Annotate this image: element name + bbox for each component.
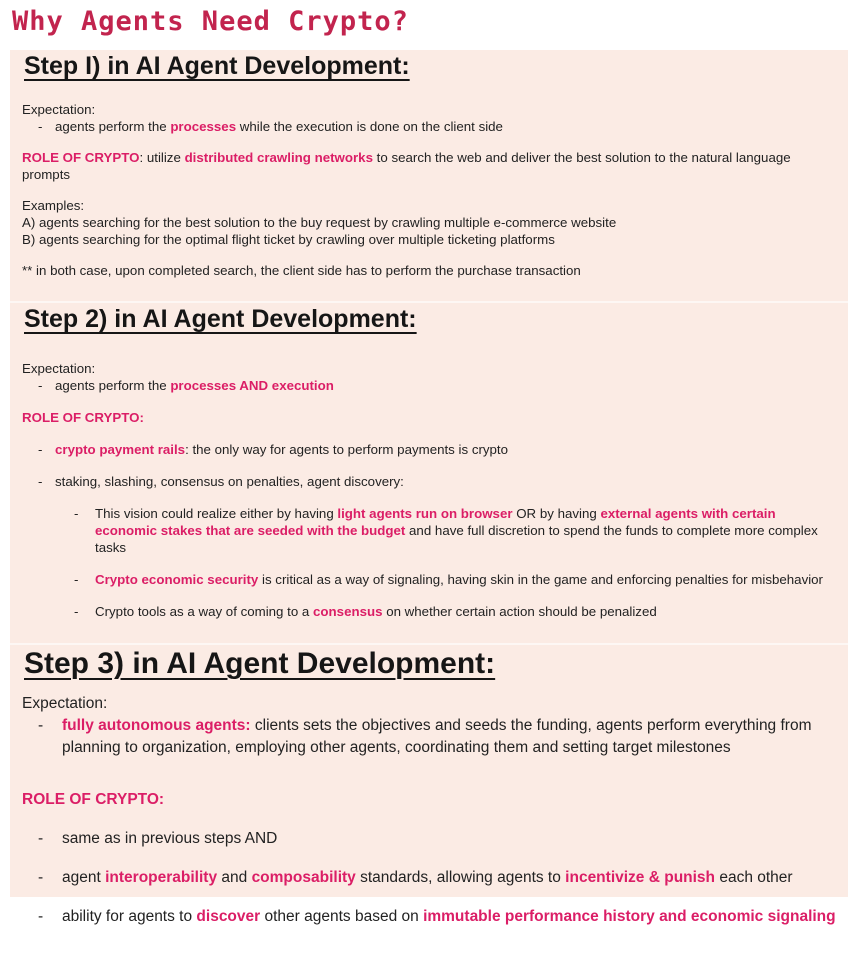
step-1-body bbox=[22, 101, 840, 279]
content-panel bbox=[10, 50, 848, 925]
text-line bbox=[22, 214, 840, 231]
line-text: Crypto tools as a way of coming to a consensus on whether certain action should be penalized bbox=[95, 604, 657, 619]
text-block bbox=[22, 505, 840, 556]
bullet-line bbox=[22, 377, 840, 394]
line-text: fully autonomous agents: clients sets the objectives and seeds the funding, agents perform everything from planning to organization, employing other agents, coordinating them and setting target milestones bbox=[62, 717, 812, 756]
text-block bbox=[22, 262, 840, 279]
bullet-line bbox=[22, 473, 840, 490]
line-text: ROLE OF CRYPTO: bbox=[22, 791, 165, 808]
section-step-3 bbox=[10, 643, 848, 953]
bullet-dash-icon: - bbox=[38, 908, 44, 925]
bullet-dash-icon: - bbox=[38, 119, 43, 134]
bullet-dash-icon: - bbox=[38, 869, 44, 886]
text-block bbox=[22, 571, 840, 588]
text-block bbox=[22, 906, 840, 928]
text-block bbox=[22, 867, 840, 889]
line-text: staking, slashing, consensus on penalties, agent discovery: bbox=[55, 474, 404, 489]
text-line bbox=[22, 360, 840, 377]
text-line bbox=[22, 101, 840, 118]
bullet-line bbox=[22, 571, 840, 588]
bullet-line bbox=[22, 715, 840, 759]
text-block bbox=[22, 693, 840, 759]
line-text: Expectation: bbox=[22, 102, 96, 117]
line-text: same as in previous steps AND bbox=[62, 830, 278, 847]
text-block bbox=[22, 149, 840, 183]
text-line bbox=[22, 789, 840, 811]
text-block bbox=[22, 473, 840, 490]
text-block bbox=[22, 197, 840, 248]
line-text: ROLE OF CRYPTO: bbox=[22, 410, 144, 425]
text-block bbox=[22, 101, 840, 135]
text-line bbox=[22, 262, 840, 279]
bullet-dash-icon: - bbox=[74, 572, 79, 587]
bullet-line bbox=[22, 867, 840, 889]
bullet-dash-icon: - bbox=[38, 378, 43, 393]
step-3-body bbox=[22, 693, 840, 928]
line-text: agent interoperability and composability standards, allowing agents to incentivize & punish each other bbox=[62, 869, 793, 886]
line-text: B) agents searching for the optimal flight ticket by crawling over multiple ticketing platforms bbox=[22, 232, 555, 247]
bullet-line bbox=[22, 505, 840, 556]
line-text: Crypto economic security is critical as a way of signaling, having skin in the game and enforcing penalties for misbehavior bbox=[95, 572, 823, 587]
bullet-line bbox=[22, 906, 840, 928]
text-block bbox=[22, 789, 840, 811]
text-block bbox=[22, 603, 840, 620]
section-step-1 bbox=[10, 50, 848, 301]
text-line bbox=[22, 693, 840, 715]
text-block bbox=[22, 441, 840, 458]
line-text: crypto payment rails: the only way for agents to perform payments is crypto bbox=[55, 442, 509, 457]
text-block bbox=[22, 828, 840, 850]
bullet-dash-icon: - bbox=[74, 506, 79, 521]
line-text: ability for agents to discover other agents based on immutable performance history and economic signaling bbox=[62, 908, 836, 925]
bullet-dash-icon: - bbox=[38, 442, 43, 457]
text-line bbox=[22, 149, 840, 183]
line-text: agents perform the processes AND execution bbox=[55, 378, 334, 393]
step-2-heading: Step 2) in AI Agent Development: bbox=[24, 305, 417, 333]
text-line bbox=[22, 197, 840, 214]
page-title: Why Agents Need Crypto? bbox=[12, 6, 409, 37]
bullet-dash-icon: - bbox=[74, 604, 79, 619]
text-block bbox=[22, 409, 840, 426]
line-text: This vision could realize either by having light agents run on browser OR by having external agents with certain economic stakes that are seeded with the budget and have full discretion to spend the funds to complete more complex tasks bbox=[95, 506, 818, 555]
text-line bbox=[22, 409, 840, 426]
bullet-line bbox=[22, 603, 840, 620]
line-text: agents perform the processes while the execution is done on the client side bbox=[55, 119, 503, 134]
text-line bbox=[22, 231, 840, 248]
bullet-line bbox=[22, 118, 840, 135]
step-1-heading: Step I) in AI Agent Development: bbox=[24, 52, 410, 80]
line-text: ROLE OF CRYPTO: utilize distributed crawling networks to search the web and deliver the best solution to the natural language prompts bbox=[22, 150, 791, 182]
bullet-dash-icon: - bbox=[38, 474, 43, 489]
bullet-line bbox=[22, 828, 840, 850]
line-text: ** in both case, upon completed search, the client side has to perform the purchase transaction bbox=[22, 263, 581, 278]
bullet-dash-icon: - bbox=[38, 717, 44, 734]
line-text: Examples: bbox=[22, 198, 85, 213]
step-2-body bbox=[22, 360, 840, 620]
line-text: A) agents searching for the best solution to the buy request by crawling multiple e-commerce website bbox=[22, 215, 617, 230]
bullet-line bbox=[22, 441, 840, 458]
line-text: Expectation: bbox=[22, 361, 96, 376]
section-step-2 bbox=[10, 301, 848, 643]
step-3-heading: Step 3) in AI Agent Development: bbox=[24, 647, 496, 680]
text-block bbox=[22, 360, 840, 394]
line-text: Expectation: bbox=[22, 695, 108, 712]
bullet-dash-icon: - bbox=[38, 830, 44, 847]
